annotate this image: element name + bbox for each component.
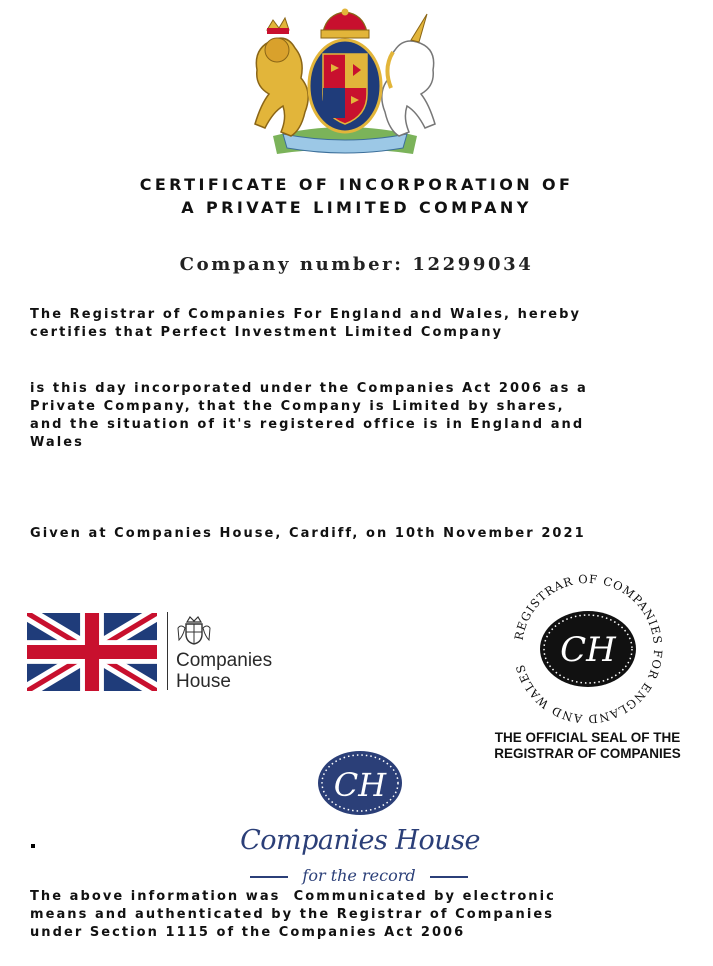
footer-line: means and authenticated by the Registrar of Companies — [30, 907, 554, 922]
paragraph-1-line: The Registrar of Companies For England and Wales, hereby — [30, 307, 581, 322]
given-at-line: Given at Companies House, Cardiff, on 10th November 2021 — [30, 526, 586, 541]
paragraph-2-line: Private Company, that the Company is Limited by shares, — [30, 399, 565, 414]
paragraph-2 — [30, 380, 700, 452]
companies-house-logo-text-1: Companies — [176, 650, 273, 671]
footer-note — [30, 888, 700, 942]
companies-house-logo-text-2: House — [176, 671, 231, 692]
companies-house-oval-logo — [317, 750, 403, 816]
royal-crest-icon — [176, 616, 212, 646]
tagline-rule-right — [430, 876, 468, 878]
registrar-seal-icon — [508, 574, 668, 724]
paragraph-1-line: certifies that Perfect Investment Limited Company — [30, 325, 504, 340]
companies-house-tagline: for the record — [302, 866, 416, 885]
seal-caption-line-2: REGISTRAR OF COMPANIES — [494, 746, 681, 761]
certificate-title-line-2: A PRIVATE LIMITED COMPANY — [181, 198, 532, 217]
seal-caption-line-1: THE OFFICIAL SEAL OF THE — [494, 730, 681, 745]
companies-house-wordmark: Companies House — [240, 825, 480, 856]
seal-ring-text: REGISTRAR OF COMPANIES FOR ENGLAND AND WALES — [511, 574, 666, 724]
paragraph-1 — [30, 306, 700, 342]
paragraph-2-line: is this day incorporated under the Companies Act 2006 as a — [30, 381, 588, 396]
stray-dot — [31, 844, 35, 848]
ch-oval-monogram: CH — [333, 766, 387, 804]
footer-line: The above information was Communicated by electronic — [30, 889, 556, 904]
paragraph-2-line: Wales — [30, 435, 84, 450]
seal-monogram: CH — [560, 630, 616, 670]
certificate-title-line-1: CERTIFICATE OF INCORPORATION OF — [139, 175, 574, 194]
union-jack-icon — [27, 613, 157, 691]
royal-coat-of-arms-icon — [243, 8, 447, 158]
company-number: Company number: 12299034 — [179, 254, 534, 275]
logo-divider — [167, 612, 168, 690]
companies-house-tagline-row — [246, 866, 472, 888]
footer-line: under Section 1115 of the Companies Act 2006 — [30, 925, 466, 940]
paragraph-2-line: and the situation of it's registered office is in England and — [30, 417, 585, 432]
